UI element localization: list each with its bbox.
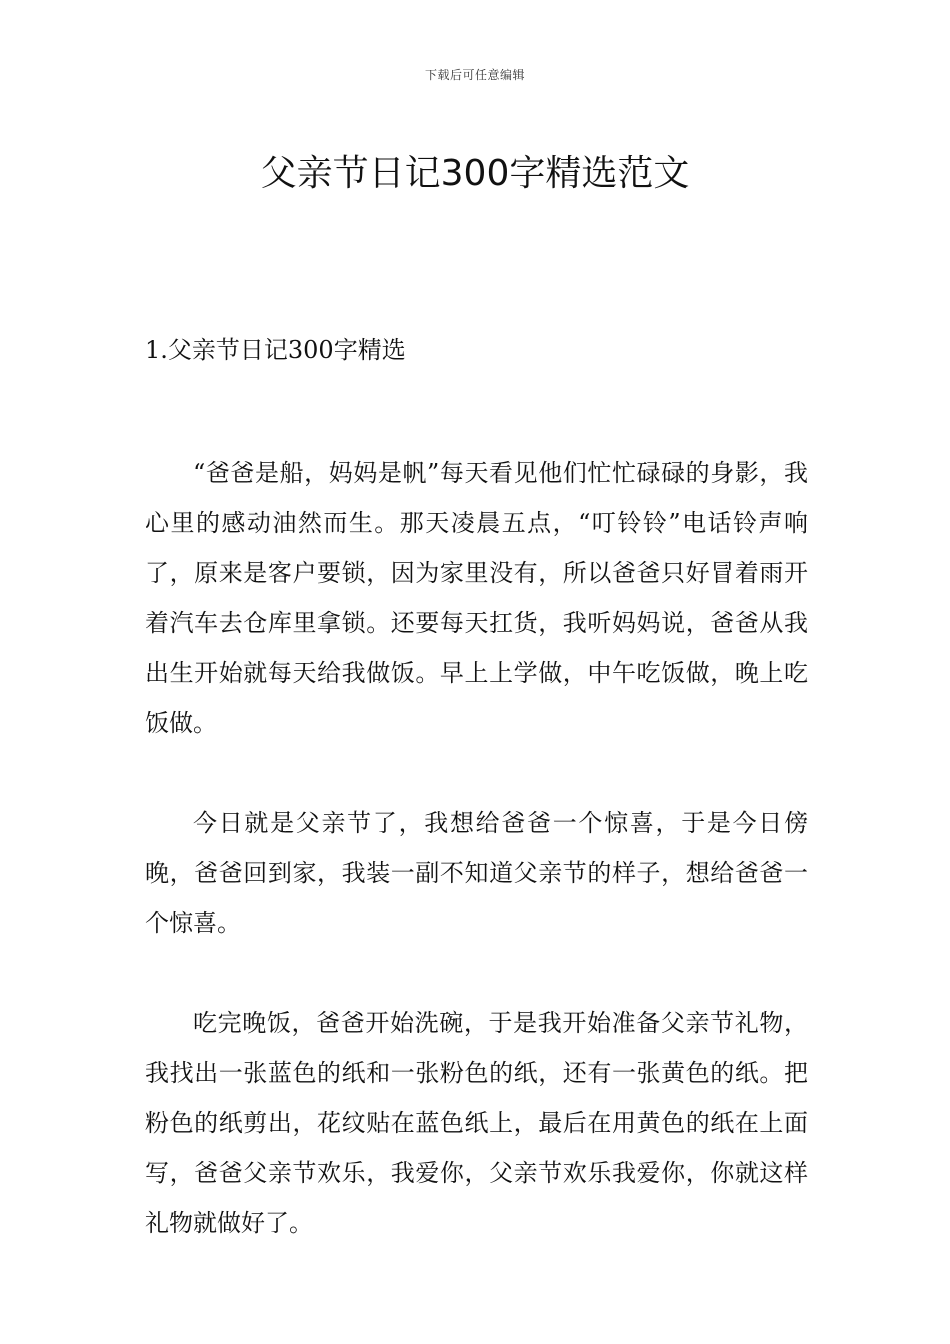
body-paragraph-3: 吃完晚饭，爸爸开始洗碗，于是我开始准备父亲节礼物，我找出一张蓝色的纸和一张粉色的纸，还有一张黄色的纸。把粉色的纸剪出，花纹贴在蓝色纸上，最后在用黄色的纸在上面写，爸爸父亲节欢乐，我爱你，父亲节欢乐我爱你，你就这样礼物就做好了。 [145,1009,808,1237]
document-title: 父亲节日记300字精选范文 [260,153,690,195]
body-paragraph-2: 今日就是父亲节了，我想给爸爸一个惊喜，于是今日傍晚，爸爸回到家，我装一副不知道父亲节的样子，想给爸爸一个惊喜。 [145,809,808,937]
body-paragraph-1: “爸爸是船，妈妈是帆”每天看见他们忙忙碌碌的身影，我心里的感动油然而生。那天凌晨五点，“叮铃铃”电话铃声响了，原来是客户要锁，因为家里没有，所以爸爸只好冒着雨开着汽车去仓库里拿锁。还要每天扛货，我听妈妈说，爸爸从我出生开始就每天给我做饭。早上上学做，中午吃饭做，晚上吃饭做。 [145,459,808,737]
page-header-note: 下载后可任意编辑 [424,68,525,82]
section-heading: 1.父亲节日记300字精选 [145,336,406,364]
